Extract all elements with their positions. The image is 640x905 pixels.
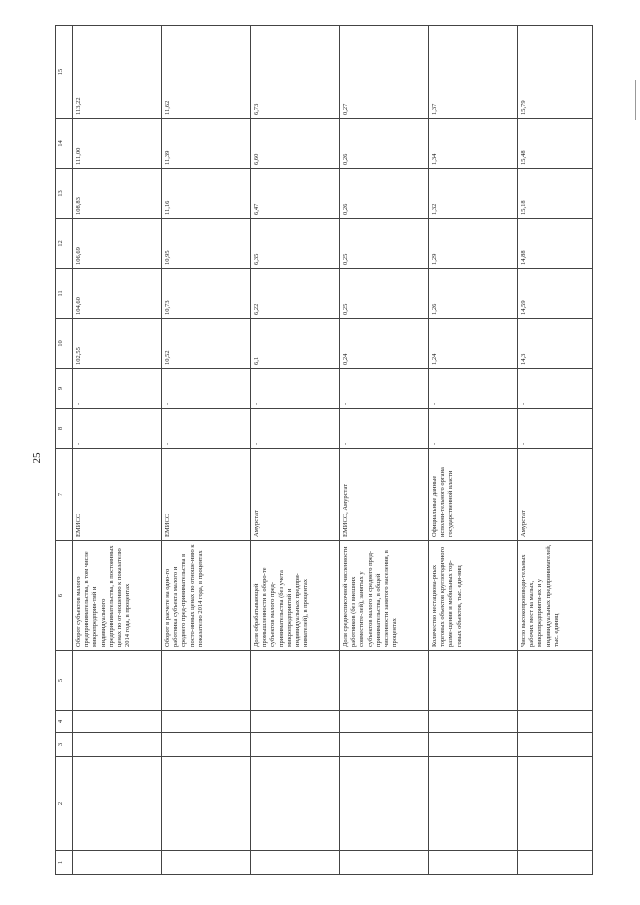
source-cell: Амурстат xyxy=(251,449,340,541)
source-cell: Официальные данные исполни-тельного органа государственной власти xyxy=(429,449,518,541)
indicator-cell: Количество нестациона-рных торговых объектов круглогодичного разме-щения и мобильных тор-говых объектов, тыс. еди-ниц xyxy=(429,541,518,651)
indicator-cell: Доля обрабатывающей промышленности в оборо-те субъектов малого пред-принимательства (без учета микропредприятий и индивидуальных предпри-нимателей), в процентах xyxy=(251,541,340,651)
header-cell: 12 xyxy=(56,219,73,269)
value-cell: 1,26 xyxy=(429,269,518,319)
header-cell: 5 xyxy=(56,651,73,711)
value-cell: 0,26 xyxy=(340,169,429,219)
value-cell: 14,88 xyxy=(518,219,593,269)
value-cell: 1,34 xyxy=(429,119,518,169)
value-cell: - xyxy=(518,369,593,409)
table-row xyxy=(73,26,162,875)
value-cell: 6,22 xyxy=(251,269,340,319)
header-cell: 14 xyxy=(56,119,73,169)
header-cell: 8 xyxy=(56,409,73,449)
table-row xyxy=(518,26,593,875)
value-cell: - xyxy=(73,409,162,449)
value-cell: - xyxy=(518,409,593,449)
value-cell: 10,52 xyxy=(162,319,251,369)
value-cell: - xyxy=(429,369,518,409)
value-cell: 111,00 xyxy=(73,119,162,169)
table-row xyxy=(162,26,251,875)
page-number: 25 xyxy=(31,452,43,464)
rotated-page xyxy=(55,30,585,875)
value-cell: 113,22 xyxy=(73,26,162,119)
header-cell: 4 xyxy=(56,711,73,733)
table-row xyxy=(251,26,340,875)
value-cell: 1,37 xyxy=(429,26,518,119)
value-cell: - xyxy=(73,369,162,409)
value-cell: 106,69 xyxy=(73,219,162,269)
header-cell: 7 xyxy=(56,449,73,541)
value-cell: - xyxy=(251,369,340,409)
table-row xyxy=(340,26,429,875)
value-cell: 10,95 xyxy=(162,219,251,269)
value-cell: 0,27 xyxy=(340,26,429,119)
value-cell: 108,83 xyxy=(73,169,162,219)
source-cell: Амурстат xyxy=(518,449,593,541)
header-row xyxy=(56,26,73,875)
value-cell: 1,24 xyxy=(429,319,518,369)
indicators-table xyxy=(55,25,593,875)
scan-edge-mark xyxy=(635,80,636,120)
indicator-cell: Доля среднесписочной численности работников (без внешних совместите-лей), занятых у субъектов малого и среднего пред-принимательства, в общей численности занятого населения, в процентах xyxy=(340,541,429,651)
value-cell: 15,48 xyxy=(518,119,593,169)
value-cell: 102,55 xyxy=(73,319,162,369)
value-cell: - xyxy=(340,369,429,409)
value-cell: 0,26 xyxy=(340,119,429,169)
value-cell: - xyxy=(251,409,340,449)
value-cell: 15,18 xyxy=(518,169,593,219)
value-cell: 10,73 xyxy=(162,269,251,319)
value-cell: 11,39 xyxy=(162,119,251,169)
indicator-cell: Оборот в расчете на одно-го работника субъекта малого и среднего пред-принимательства в посто-янных ценах по отноше-нию к показателю 2014 года, в процентах xyxy=(162,541,251,651)
value-cell: 6,73 xyxy=(251,26,340,119)
header-cell: 2 xyxy=(56,757,73,851)
source-cell: ЕМИСС, Амурстат xyxy=(340,449,429,541)
indicator-cell: Оборот субъектов малого предпринимательства, в том числе микропредприя-тий и индивидуального предпринимательства, в постоянных ценах по от-ношению к показателю 2014 года, в процентах xyxy=(73,541,162,651)
value-cell: 0,25 xyxy=(340,219,429,269)
header-cell: 3 xyxy=(56,733,73,757)
header-cell: 13 xyxy=(56,169,73,219)
value-cell: - xyxy=(162,409,251,449)
table-wrapper xyxy=(55,30,585,875)
value-cell: 0,25 xyxy=(340,269,429,319)
value-cell: 11,16 xyxy=(162,169,251,219)
value-cell: 6,35 xyxy=(251,219,340,269)
header-cell: 1 xyxy=(56,851,73,875)
value-cell: 15,79 xyxy=(518,26,593,119)
value-cell: - xyxy=(429,409,518,449)
header-cell: 6 xyxy=(56,541,73,651)
header-cell: 15 xyxy=(56,26,73,119)
value-cell: 14,59 xyxy=(518,269,593,319)
indicator-cell: Число высокопроизводи-тельных рабочих мест на малых, микропредприяти-ях и у индивидуальных предпринимателей, тыс. единиц xyxy=(518,541,593,651)
header-cell: 11 xyxy=(56,269,73,319)
value-cell: 104,60 xyxy=(73,269,162,319)
value-cell: 6,60 xyxy=(251,119,340,169)
value-cell: 11,62 xyxy=(162,26,251,119)
value-cell: - xyxy=(340,409,429,449)
source-cell: ЕМИСС xyxy=(162,449,251,541)
value-cell: 1,32 xyxy=(429,169,518,219)
header-cell: 10 xyxy=(56,319,73,369)
value-cell: - xyxy=(162,369,251,409)
source-cell: ЕМИСС xyxy=(73,449,162,541)
table-row xyxy=(429,26,518,875)
value-cell: 1,29 xyxy=(429,219,518,269)
value-cell: 6,47 xyxy=(251,169,340,219)
value-cell: 0,24 xyxy=(340,319,429,369)
header-cell: 9 xyxy=(56,369,73,409)
value-cell: 6,1 xyxy=(251,319,340,369)
value-cell: 14,3 xyxy=(518,319,593,369)
